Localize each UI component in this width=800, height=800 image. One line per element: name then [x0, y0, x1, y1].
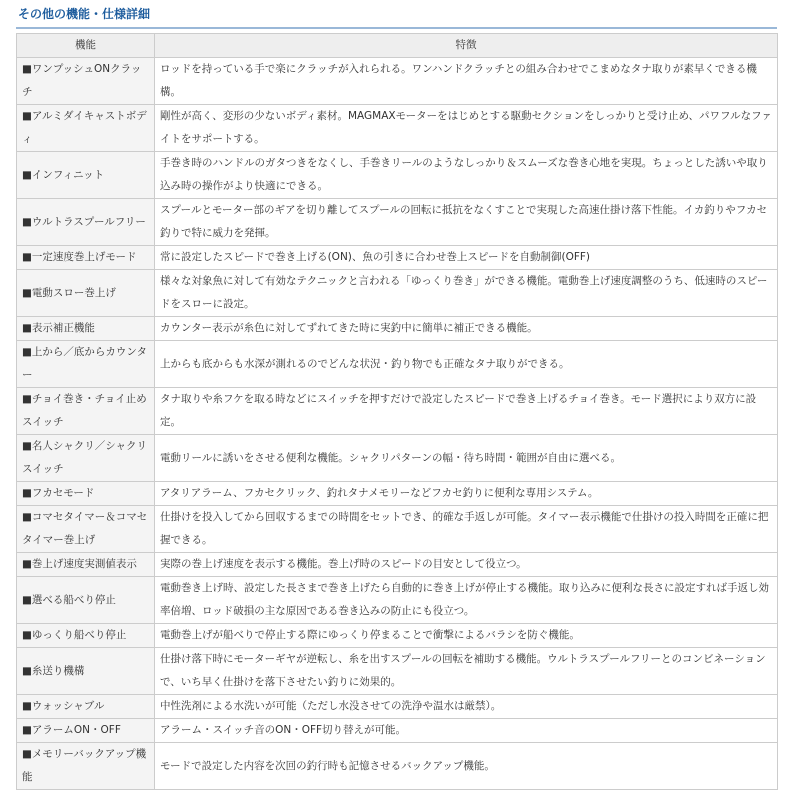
table-row: [17, 270, 778, 317]
feature-description: 仕掛け落下時にモーターギヤが逆転し、糸を出すスプールの回転を補助する機能。ウルトラスプールフリーとのコンビネーションで、いち早く仕掛けを落下させたい釣りに効果的。: [155, 648, 778, 695]
table-row: [17, 341, 778, 388]
feature-description: 仕掛けを投入してから回収するまでの時間をセットでき、的確な手返しが可能。タイマー表示機能で仕掛けの投入時間を正確に把握できる。: [155, 506, 778, 553]
feature-description: カウンター表示が糸色に対してずれてきた時に実釣中に簡単に補正できる機能。: [155, 317, 778, 341]
feature-name: ■巻上げ速度実測値表示: [17, 553, 155, 577]
table-row: [17, 577, 778, 624]
table-row: [17, 388, 778, 435]
feature-description: アラーム・スイッチ音のON・OFF切り替えが可能。: [155, 719, 778, 743]
header-description: 特徴: [155, 34, 778, 58]
table-header-row: [17, 34, 778, 58]
feature-name: ■コマセタイマー＆コマセタイマー巻上げ: [17, 506, 155, 553]
feature-name: ■インフィニット: [17, 152, 155, 199]
table-row: [17, 719, 778, 743]
feature-description: 電動リールに誘いをさせる便利な機能。シャクリパターンの幅・待ち時間・範囲が自由に選べる。: [155, 435, 778, 482]
feature-name: ■糸送り機構: [17, 648, 155, 695]
table-row: [17, 624, 778, 648]
table-row: [17, 246, 778, 270]
feature-name: ■フカセモード: [17, 482, 155, 506]
feature-description: 実際の巻上げ速度を表示する機能。巻上げ時のスピードの目安として役立つ。: [155, 553, 778, 577]
table-row: [17, 648, 778, 695]
feature-name: ■一定速度巻上げモード: [17, 246, 155, 270]
feature-name: ■ゆっくり船べり停止: [17, 624, 155, 648]
table-row: [17, 152, 778, 199]
feature-description: 手巻き時のハンドルのガタつきをなくし、手巻きリールのようなしっかり＆スムーズな巻き心地を実現。ちょっとした誘いや取り込み時の操作がより快適にできる。: [155, 152, 778, 199]
feature-name: ■ウルトラスプールフリー: [17, 199, 155, 246]
table-row: [17, 743, 778, 790]
table-row: [17, 695, 778, 719]
feature-description: 中性洗剤による水洗いが可能（ただし水没させての洗浄や温水は厳禁）。: [155, 695, 778, 719]
spec-table: [16, 33, 778, 790]
feature-name: ■選べる船べり停止: [17, 577, 155, 624]
table-row: [17, 553, 778, 577]
feature-description: 上からも底からも水深が測れるのでどんな状況・釣り物でも正確なタナ取りができる。: [155, 341, 778, 388]
feature-name: ■上から／底からカウンター: [17, 341, 155, 388]
feature-name: ■名人シャクリ／シャクリスイッチ: [17, 435, 155, 482]
feature-name: ■表示補正機能: [17, 317, 155, 341]
table-row: [17, 199, 778, 246]
feature-description: 様々な対象魚に対して有効なテクニックと言われる「ゆっくり巻き」ができる機能。電動巻上げ速度調整のうち、低速時のスピードをスローに設定。: [155, 270, 778, 317]
table-row: [17, 58, 778, 105]
feature-description: ロッドを持っている手で楽にクラッチが入れられる。ワンハンドクラッチとの組み合わせでこまめなタナ取りが素早くできる機構。: [155, 58, 778, 105]
table-body: [17, 58, 778, 790]
section-title: その他の機能・仕様詳細: [18, 7, 151, 21]
table-row: [17, 317, 778, 341]
feature-name: ■アルミダイキャストボディ: [17, 105, 155, 152]
table-row: [17, 105, 778, 152]
feature-description: 常に設定したスピードで巻き上げる(ON)、魚の引きに合わせ巻上スピードを自動制御(OFF): [155, 246, 778, 270]
feature-name: ■アラームON・OFF: [17, 719, 155, 743]
feature-description: 電動巻き上げ時、設定した長さまで巻き上げたら自動的に巻き上げが停止する機能。取り込みに便利な長さに設定すれば手返し効率倍増、ロッド破損の主な原因である巻き込みの防止にも役立つ。: [155, 577, 778, 624]
feature-description: アタリアラーム、フカセクリック、釣れタナメモリーなどフカセ釣りに便利な専用システム。: [155, 482, 778, 506]
title-underline: [16, 27, 777, 29]
feature-name: ■ウォッシャブル: [17, 695, 155, 719]
feature-name: ■電動スロー巻上げ: [17, 270, 155, 317]
feature-description: 電動巻上げが船べりで停止する際にゆっくり停まることで衝撃によるバラシを防ぐ機能。: [155, 624, 778, 648]
feature-name: ■ワンプッシュONクラッチ: [17, 58, 155, 105]
feature-description: タナ取りや糸フケを取る時などにスイッチを押すだけで設定したスピードで巻き上げるチョイ巻き。モード選択により双方に設定。: [155, 388, 778, 435]
table-row: [17, 506, 778, 553]
feature-description: 剛性が高く、変形の少ないボディ素材。MAGMAXモーターをはじめとする駆動セクションをしっかりと受け止め、パワフルなファイトをサポートする。: [155, 105, 778, 152]
feature-name: ■メモリーバックアップ機能: [17, 743, 155, 790]
feature-name: ■チョイ巻き・チョイ止めスイッチ: [17, 388, 155, 435]
feature-description: スプールとモーター部のギアを切り離してスプールの回転に抵抗をなくすことで実現した高速仕掛け落下性能。イカ釣りやフカセ釣りで特に威力を発揮。: [155, 199, 778, 246]
table-row: [17, 435, 778, 482]
table-row: [17, 482, 778, 506]
header-feature: 機能: [17, 34, 155, 58]
feature-description: モードで設定した内容を次回の釣行時も記憶させるバックアップ機能。: [155, 743, 778, 790]
